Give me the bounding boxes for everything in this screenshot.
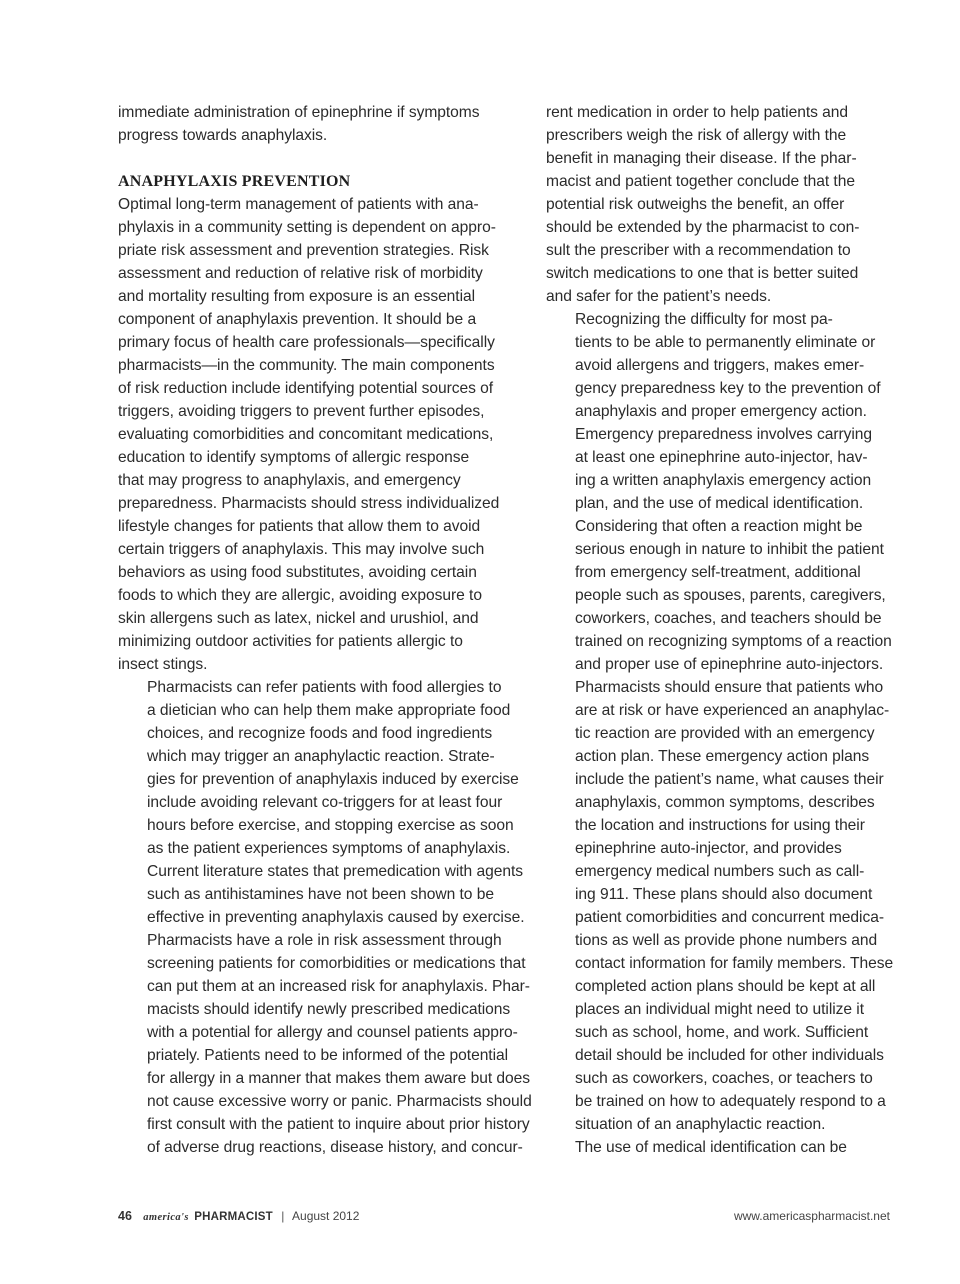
text-line: Pharmacists can refer patients with food allergies to — [147, 679, 502, 696]
text-line: Considering that often a reaction might be — [575, 518, 863, 535]
text-line: with a potential for allergy and counsel patients appro- — [147, 1024, 518, 1041]
text-line: trained on recognizing symptoms of a reaction — [575, 633, 892, 650]
text-line: rent medication in order to help patients and — [546, 104, 849, 121]
text-line: gency preparedness key to the prevention of — [575, 380, 881, 397]
text-line: contact information for family members. These — [575, 955, 894, 972]
text-line: ing a written anaphylaxis emergency action — [575, 472, 872, 489]
magazine-logo-title: PHARMACIST — [194, 1211, 273, 1223]
right-column — [546, 101, 894, 1159]
text-line: action plan. These emergency action plans — [575, 748, 870, 765]
text-line: behaviors as using food substitutes, avoiding certain — [118, 564, 477, 581]
text-line: gies for prevention of anaphylaxis induced by exercise — [147, 771, 519, 788]
page-number: 46 — [118, 1209, 132, 1223]
text-line: of risk reduction include identifying potential sources of — [118, 380, 494, 397]
text-line: prescribers weigh the risk of allergy with the — [546, 127, 847, 144]
text-line: triggers, avoiding triggers to prevent further episodes, — [118, 403, 485, 420]
text-line: tients to be able to permanently eliminate or — [575, 334, 876, 351]
body-paragraph-3 — [546, 308, 894, 1136]
text-line: avoid allergens and triggers, makes emer- — [575, 357, 865, 374]
text-line: tic reaction are provided with an emergency — [575, 725, 875, 742]
footer-separator: | — [281, 1209, 285, 1223]
text-line: lifestyle changes for patients that allow them to avoid — [118, 518, 481, 535]
text-line: serious enough in nature to inhibit the patient — [575, 541, 884, 558]
text-line: screening patients for comorbidities or medications that — [147, 955, 526, 972]
text-line: coworkers, coaches, and teachers should be — [575, 610, 882, 627]
left-column — [118, 101, 530, 1159]
text-line: certain triggers of anaphylaxis. This may involve such — [118, 541, 485, 558]
text-line: such as school, home, and work. Sufficient — [575, 1024, 869, 1041]
issue-date: August 2012 — [292, 1209, 360, 1223]
text-line: Recognizing the difficulty for most pa- — [575, 311, 833, 328]
text-line: should be extended by the pharmacist to con- — [546, 219, 860, 236]
text-line: phylaxis in a community setting is dependent on appro- — [118, 219, 496, 236]
text-line: patient comorbidities and concurrent medica- — [575, 909, 884, 926]
text-line: benefit in managing their disease. If the phar- — [546, 150, 857, 167]
text-line: are at risk or have experienced an anaphylac- — [575, 702, 890, 719]
text-line: and mortality resulting from exposure is an essential — [118, 288, 476, 305]
text-line: switch medications to one that is better suited — [546, 265, 859, 282]
body-paragraph-1 — [118, 193, 530, 676]
text-line: people such as spouses, parents, caregivers, — [575, 587, 886, 604]
magazine-logo-prefix: america's — [143, 1212, 189, 1223]
text-line: places an individual might need to utilize it — [575, 1001, 865, 1018]
text-line: sult the prescriber with a recommendation to — [546, 242, 851, 259]
text-line: for allergy in a manner that makes them aware but does — [147, 1070, 531, 1087]
text-line: can put them at an increased risk for anaphylaxis. Phar- — [147, 978, 530, 995]
text-line: such as antihistamines have not been shown to be — [147, 886, 494, 903]
text-line: macist and patient together conclude that the — [546, 173, 855, 190]
body-paragraph-continued — [546, 101, 891, 308]
text-line: Pharmacists have a role in risk assessment through — [147, 932, 502, 949]
text-line: evaluating comorbidities and concomitant medications, — [118, 426, 494, 443]
footer-left — [118, 1209, 359, 1223]
website-url: www.americaspharmacist.net — [733, 1209, 890, 1223]
text-line: epinephrine auto-injector, and provides — [575, 840, 842, 857]
text-line: plan, and the use of medical identification. — [575, 495, 864, 512]
text-line: first consult with the patient to inquire about prior history — [147, 1116, 530, 1133]
text-line: pharmacists—in the community. The main components — [118, 357, 495, 374]
text-line: assessment and reduction of relative risk of morbidity — [118, 265, 483, 282]
text-line: priately. Patients need to be informed of the potential — [147, 1047, 509, 1064]
text-line: tions as well as provide phone numbers and — [575, 932, 878, 949]
text-line: primary focus of health care professionals—specifically — [118, 334, 495, 351]
text-line: completed action plans should be kept at all — [575, 978, 876, 995]
text-line: Emergency preparedness involves carrying — [575, 426, 873, 443]
text-line: Optimal long-term management of patients with ana- — [118, 196, 479, 213]
text-line: The use of medical identification can be — [575, 1139, 847, 1156]
body-paragraph-2 — [118, 676, 530, 1159]
text-line: macists should identify newly prescribed medications — [147, 1001, 511, 1018]
text-line: choices, and recognize foods and food ingredients — [147, 725, 493, 742]
text-line: Pharmacists should ensure that patients who — [575, 679, 884, 696]
page-footer — [118, 1209, 890, 1229]
text-line: detail should be included for other individuals — [575, 1047, 884, 1064]
text-line: as the patient experiences symptoms of anaphylaxis. — [147, 840, 511, 857]
text-line: minimizing outdoor activities for patients allergic to — [118, 633, 463, 650]
text-line: Current literature states that premedication with agents — [147, 863, 523, 880]
text-line: progress towards anaphylaxis. — [118, 127, 328, 144]
text-line: priate risk assessment and prevention strategies. Risk — [118, 242, 489, 259]
text-line: ing 911. These plans should also document — [575, 886, 873, 903]
text-line: situation of an anaphylactic reaction. — [575, 1116, 826, 1133]
text-line: and proper use of epinephrine auto-injectors. — [575, 656, 884, 673]
text-line: which may trigger an anaphylactic reaction. Strate- — [147, 748, 495, 765]
text-line: from emergency self-treatment, additional — [575, 564, 861, 581]
text-line: component of anaphylaxis prevention. It should be a — [118, 311, 477, 328]
text-line: skin allergens such as latex, nickel and urushiol, and — [118, 610, 479, 627]
text-line: at least one epinephrine auto-injector, hav- — [575, 449, 868, 466]
text-line: be trained on how to adequately respond to a — [575, 1093, 886, 1110]
body-paragraph-4 — [546, 1136, 891, 1159]
text-line: immediate administration of epinephrine if symptoms — [118, 104, 480, 121]
text-line: hours before exercise, and stopping exercise as soon — [147, 817, 514, 834]
text-line: anaphylaxis and proper emergency action. — [575, 403, 867, 420]
text-line: and safer for the patient’s needs. — [546, 288, 772, 305]
text-line: insect stings. — [118, 656, 208, 673]
text-line: education to identify symptoms of allergic response — [118, 449, 470, 466]
text-line: foods to which they are allergic, avoiding exposure to — [118, 587, 482, 604]
text-line: potential risk outweighs the benefit, an offer — [546, 196, 845, 213]
text-line: a dietician who can help them make appropriate food — [147, 702, 511, 719]
text-line: such as coworkers, coaches, or teachers to — [575, 1070, 873, 1087]
text-line: the location and instructions for using their — [575, 817, 865, 834]
text-line: that may progress to anaphylaxis, and emergency — [118, 472, 461, 489]
text-line: include the patient’s name, what causes their — [575, 771, 884, 788]
text-line: of adverse drug reactions, disease history, and concur- — [147, 1139, 523, 1156]
text-line: emergency medical numbers such as call- — [575, 863, 865, 880]
text-line: anaphylaxis, common symptoms, describes — [575, 794, 875, 811]
text-line: effective in preventing anaphylaxis caused by exercise. — [147, 909, 525, 926]
text-line: preparedness. Pharmacists should stress individualized — [118, 495, 500, 512]
intro-paragraph — [118, 101, 530, 147]
text-line: not cause excessive worry or panic. Pharmacists should — [147, 1093, 532, 1110]
section-heading: ANAPHYLAXIS PREVENTION — [118, 173, 351, 190]
text-line: include avoiding relevant co-triggers for at least four — [147, 794, 503, 811]
